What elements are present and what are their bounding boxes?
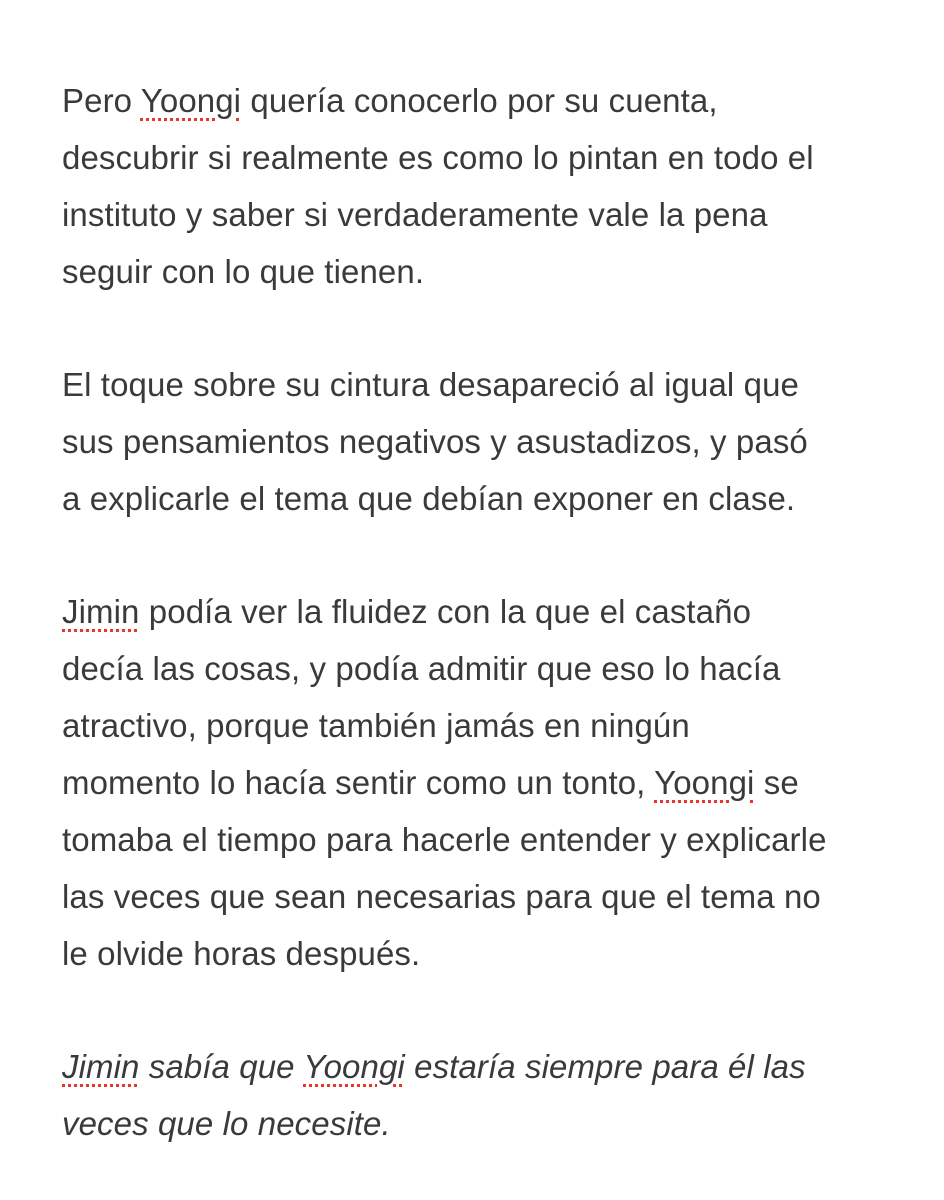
text-line [62,356,904,413]
text-line [62,583,904,640]
paragraph-1 [62,72,904,300]
text-segment: El toque sobre su cintura desapareció al igual que [62,366,799,403]
text-line [62,868,904,925]
text-segment: se [754,764,799,801]
misspelled-word: Jimin [62,1048,140,1085]
misspelled-word: Yoongi [140,82,242,119]
text-line [62,754,904,811]
text-line [62,925,904,982]
text-line [62,470,904,527]
text-line [62,243,904,300]
text-line [62,1038,904,1095]
text-segment: veces que lo necesite. [62,1105,391,1142]
text-line [62,186,904,243]
paragraph-2 [62,356,904,527]
text-segment: decía las cosas, y podía admitir que eso lo hacía [62,650,781,687]
text-line [62,640,904,697]
text-line [62,413,904,470]
paragraph-3 [62,583,904,982]
text-segment: sus pensamientos negativos y asustadizos, y pasó [62,423,808,460]
text-segment: las veces que sean necesarias para que el tema no [62,878,821,915]
text-line [62,697,904,754]
paragraph-4 [62,1038,904,1152]
text-segment: seguir con lo que tienen. [62,253,425,290]
text-segment: atractivo, porque también jamás en ningún [62,707,690,744]
text-segment: quería conocerlo por su cuenta, [241,82,718,119]
text-segment: estaría siempre para él las [404,1048,806,1085]
text-segment: a explicarle el tema que debían exponer en clase. [62,480,796,517]
text-segment: Pero [62,82,141,119]
text-segment: tomaba el tiempo para hacerle entender y explicarle [62,821,827,858]
text-line [62,129,904,186]
misspelled-word: Jimin [62,593,140,630]
text-segment: sabía que [139,1048,304,1085]
misspelled-word: Yoongi [303,1048,405,1085]
text-line [62,1095,904,1152]
text-line [62,811,904,868]
text-line [62,72,904,129]
text-segment: descubrir si realmente es como lo pintan en todo el [62,139,814,176]
text-segment: podía ver la fluidez con la que el castaño [139,593,752,630]
text-segment: instituto y saber si verdaderamente vale la pena [62,196,768,233]
text-segment: momento lo hacía sentir como un tonto, [62,764,655,801]
text-segment: le olvide horas después. [62,935,421,972]
misspelled-word: Yoongi [654,764,755,801]
